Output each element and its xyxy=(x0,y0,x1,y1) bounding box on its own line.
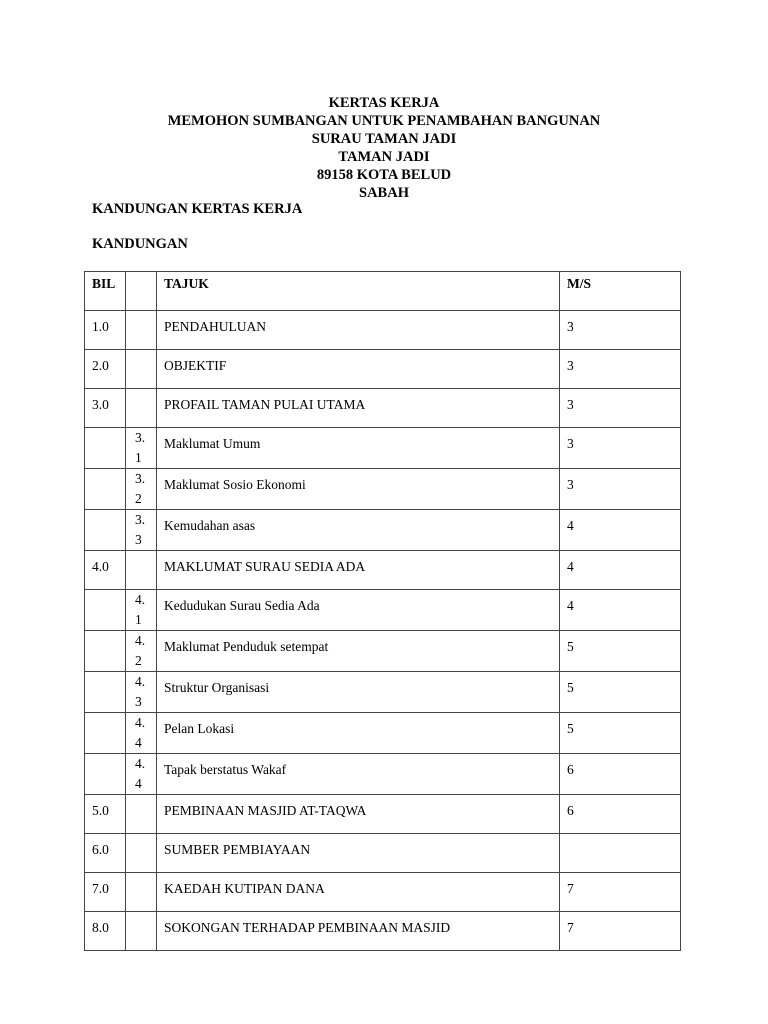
cell-bil xyxy=(85,754,126,795)
table-row xyxy=(85,551,681,590)
cell-tajuk xyxy=(157,590,560,631)
cell-tajuk xyxy=(157,428,560,469)
cell-bil-text xyxy=(85,672,125,679)
cell-bil-text xyxy=(85,590,125,597)
header-sub-label xyxy=(135,272,151,275)
cell-ms xyxy=(560,311,681,350)
cell-bil-text xyxy=(85,428,125,435)
cell-ms-text: 5 xyxy=(567,721,574,736)
cell-bil xyxy=(85,350,126,389)
cell-bil-text xyxy=(85,510,125,517)
cell-tajuk-text: Tapak berstatus Wakaf xyxy=(164,762,287,777)
cell-ms-text: 3 xyxy=(567,319,574,334)
cell-sub xyxy=(126,713,157,754)
title-line: MEMOHON SUMBANGAN UNTUK PENAMBAHAN BANGUNAN xyxy=(167,113,601,129)
cell-sub xyxy=(126,631,157,672)
cell-bil-text: 6.0 xyxy=(92,842,109,857)
cell-sub xyxy=(126,469,157,510)
cell-bil-text: 4.0 xyxy=(92,559,109,574)
cell-sub xyxy=(126,510,157,551)
cell-ms xyxy=(560,590,681,631)
title-line: KERTAS KERJA xyxy=(328,95,440,111)
cell-tajuk-text: Pelan Lokasi xyxy=(164,721,235,736)
table-row xyxy=(85,672,681,713)
cell-bil xyxy=(85,713,126,754)
cell-bil xyxy=(85,873,126,912)
table-header-row xyxy=(85,272,681,311)
cell-ms-text: 5 xyxy=(567,680,574,695)
cell-ms xyxy=(560,672,681,713)
cell-tajuk-text: SOKONGAN TERHADAP PEMBINAAN MASJID xyxy=(164,920,451,935)
contents-table xyxy=(84,271,681,951)
cell-tajuk-text: PENDAHULUAN xyxy=(164,319,266,334)
cell-tajuk-text: OBJEKTIF xyxy=(164,358,227,373)
cell-ms-text: 7 xyxy=(567,920,574,935)
cell-tajuk xyxy=(157,672,560,713)
cell-tajuk xyxy=(157,469,560,510)
cell-tajuk xyxy=(157,551,560,590)
cell-sub xyxy=(126,672,157,713)
cell-ms-text: 6 xyxy=(567,803,574,818)
cell-tajuk xyxy=(157,912,560,951)
cell-sub-text: 3.3 xyxy=(135,512,146,547)
table-row xyxy=(85,912,681,951)
cell-tajuk xyxy=(157,311,560,350)
cell-tajuk-text: KAEDAH KUTIPAN DANA xyxy=(164,881,325,896)
cell-ms xyxy=(560,873,681,912)
contents-subheading: KANDUNGAN xyxy=(92,236,188,252)
cell-bil xyxy=(85,631,126,672)
cell-tajuk-text: SUMBER PEMBIAYAAN xyxy=(164,842,311,857)
title-line: SABAH xyxy=(359,185,409,201)
cell-ms-text: 7 xyxy=(567,881,574,896)
cell-sub-text: 3.2 xyxy=(135,471,146,506)
header-tajuk xyxy=(157,272,560,311)
cell-ms-text: 4 xyxy=(567,518,574,533)
cell-tajuk-text: Maklumat Penduduk setempat xyxy=(164,639,329,654)
document-title xyxy=(0,94,768,202)
table-row xyxy=(85,754,681,795)
cell-tajuk xyxy=(157,795,560,834)
title-line: SURAU TAMAN JADI xyxy=(311,131,457,147)
cell-tajuk-text: PEMBINAAN MASJID AT-TAQWA xyxy=(164,803,367,818)
table-row xyxy=(85,873,681,912)
cell-sub xyxy=(126,590,157,631)
cell-tajuk xyxy=(157,631,560,672)
cell-ms-text: 3 xyxy=(567,358,574,373)
cell-ms xyxy=(560,469,681,510)
title-line: TAMAN JADI xyxy=(338,149,430,165)
cell-sub xyxy=(126,834,157,873)
cell-bil xyxy=(85,795,126,834)
table-row xyxy=(85,795,681,834)
cell-bil xyxy=(85,311,126,350)
header-ms xyxy=(560,272,681,311)
header-tajuk-label: TAJUK xyxy=(164,276,209,291)
cell-ms-text: 4 xyxy=(567,559,574,574)
cell-bil xyxy=(85,469,126,510)
cell-tajuk-text: Struktur Organisasi xyxy=(164,680,270,695)
table-row xyxy=(85,510,681,551)
cell-bil-text xyxy=(85,754,125,761)
cell-ms-text: 5 xyxy=(567,639,574,654)
cell-bil-text: 2.0 xyxy=(92,358,109,373)
cell-bil-text xyxy=(85,713,125,720)
section-heading: KANDUNGAN KERTAS KERJA xyxy=(92,201,303,217)
cell-bil xyxy=(85,428,126,469)
cell-ms xyxy=(560,510,681,551)
cell-ms-text: 3 xyxy=(567,397,574,412)
table-row xyxy=(85,469,681,510)
cell-ms xyxy=(560,350,681,389)
cell-tajuk xyxy=(157,713,560,754)
table-row xyxy=(85,590,681,631)
cell-tajuk xyxy=(157,510,560,551)
cell-sub xyxy=(126,311,157,350)
cell-ms xyxy=(560,428,681,469)
cell-sub-text: 4.4 xyxy=(135,715,146,750)
table-row xyxy=(85,428,681,469)
cell-ms-text: 3 xyxy=(567,436,574,451)
cell-bil xyxy=(85,389,126,428)
cell-tajuk xyxy=(157,873,560,912)
header-bil-label: BIL xyxy=(92,276,116,291)
cell-tajuk-text: Maklumat Umum xyxy=(164,436,261,451)
table-row xyxy=(85,389,681,428)
table-row xyxy=(85,350,681,389)
table-row xyxy=(85,834,681,873)
header-bil xyxy=(85,272,126,311)
cell-bil-text: 3.0 xyxy=(92,397,109,412)
cell-bil-text: 1.0 xyxy=(92,319,109,334)
cell-ms-text: 6 xyxy=(567,762,574,777)
cell-sub xyxy=(126,389,157,428)
cell-bil-text: 5.0 xyxy=(92,803,109,818)
cell-tajuk xyxy=(157,350,560,389)
cell-bil xyxy=(85,912,126,951)
cell-tajuk xyxy=(157,754,560,795)
cell-ms-text: 4 xyxy=(567,598,574,613)
cell-tajuk-text: Maklumat Sosio Ekonomi xyxy=(164,477,306,492)
cell-tajuk xyxy=(157,389,560,428)
cell-bil xyxy=(85,834,126,873)
cell-sub xyxy=(126,795,157,834)
cell-sub-text: 4.4 xyxy=(135,756,146,791)
cell-sub xyxy=(126,873,157,912)
cell-sub-text: 4.1 xyxy=(135,592,146,627)
cell-bil-text: 8.0 xyxy=(92,920,109,935)
cell-sub-text: 4.3 xyxy=(135,674,146,709)
cell-ms xyxy=(560,389,681,428)
cell-bil-text xyxy=(85,631,125,638)
cell-ms xyxy=(560,551,681,590)
cell-ms xyxy=(560,631,681,672)
table-row xyxy=(85,631,681,672)
header-ms-label: M/S xyxy=(567,276,592,291)
cell-bil-text xyxy=(85,469,125,476)
cell-tajuk-text: Kemudahan asas xyxy=(164,518,256,533)
cell-ms xyxy=(560,713,681,754)
cell-ms xyxy=(560,912,681,951)
cell-bil xyxy=(85,672,126,713)
cell-sub-text: 4.2 xyxy=(135,633,146,668)
cell-tajuk-text: Kedudukan Surau Sedia Ada xyxy=(164,598,320,613)
cell-bil xyxy=(85,510,126,551)
cell-tajuk-text: PROFAIL TAMAN PULAI UTAMA xyxy=(164,397,366,412)
cell-bil xyxy=(85,551,126,590)
table-row xyxy=(85,311,681,350)
cell-tajuk-text: MAKLUMAT SURAU SEDIA ADA xyxy=(164,559,366,574)
cell-tajuk xyxy=(157,834,560,873)
cell-bil xyxy=(85,590,126,631)
cell-sub xyxy=(126,428,157,469)
cell-ms xyxy=(560,754,681,795)
cell-sub xyxy=(126,350,157,389)
cell-bil-text: 7.0 xyxy=(92,881,109,896)
cell-ms xyxy=(560,795,681,834)
cell-ms xyxy=(560,834,681,873)
table-row xyxy=(85,713,681,754)
title-line: 89158 KOTA BELUD xyxy=(316,167,452,183)
cell-sub xyxy=(126,551,157,590)
cell-ms-text: 3 xyxy=(567,477,574,492)
header-sub xyxy=(126,272,157,311)
cell-sub xyxy=(126,912,157,951)
cell-ms-text xyxy=(560,834,680,841)
cell-sub xyxy=(126,754,157,795)
cell-sub-text: 3.1 xyxy=(135,430,146,465)
